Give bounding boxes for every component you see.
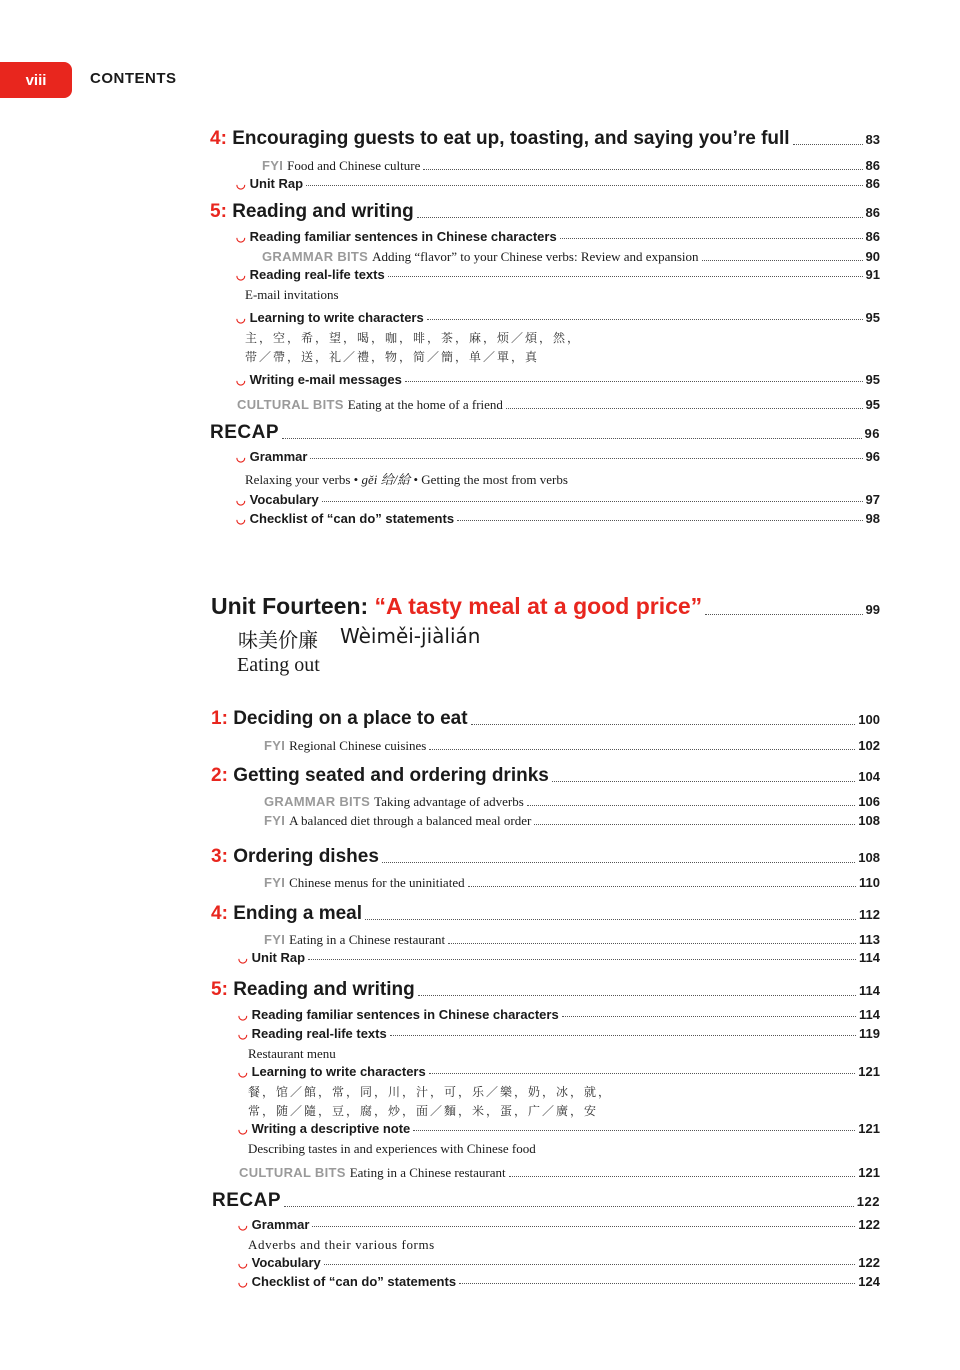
toc-section[interactable]: 4: Ending a meal 112 <box>211 903 880 924</box>
toc-entry[interactable]: ◡ Learning to write characters 95 <box>236 310 880 325</box>
toc-section[interactable]: 5: Reading and writing 114 <box>211 979 880 1000</box>
unit-pinyin-title: Wèiměi-jiàlián <box>340 624 481 648</box>
toc-entry[interactable]: ◡ Reading real-life texts 91 <box>236 267 880 282</box>
bullet-icon: ◡ <box>238 1277 248 1289</box>
toc-entry[interactable]: ◡ Checklist of “can do” statements 98 <box>236 511 880 526</box>
bullet-icon: ◡ <box>236 495 246 507</box>
running-head: CONTENTS <box>90 70 177 87</box>
bullet-icon: ◡ <box>236 375 246 387</box>
character-list: 主，空，希，望，喝，咖，啡，茶，麻，烦／煩，然， <box>245 331 582 345</box>
unit-chinese-title: 味美价廉 <box>238 628 318 652</box>
toc-subtext: Restaurant menu <box>248 1046 336 1061</box>
page-number: viii <box>25 71 47 89</box>
toc-section[interactable]: 3: Ordering dishes 108 <box>211 846 880 867</box>
page-number-tab <box>0 62 72 98</box>
toc-entry[interactable]: ◡ Writing e-mail messages 95 <box>236 372 880 387</box>
toc-entry[interactable]: FYI Regional Chinese cuisines 102 <box>264 738 880 753</box>
bullet-icon: ◡ <box>238 1220 248 1232</box>
toc-entry[interactable]: FYI Eating in a Chinese restaurant 113 <box>264 932 880 947</box>
bullet-icon: ◡ <box>238 1067 248 1079</box>
toc-entry[interactable]: FYI A balanced diet through a balanced meal order 108 <box>264 813 880 828</box>
bullet-icon: ◡ <box>236 452 246 464</box>
toc-entry[interactable]: ◡ Vocabulary 97 <box>236 492 880 507</box>
bullet-icon: ◡ <box>236 313 246 325</box>
bullet-icon: ◡ <box>236 514 246 526</box>
toc-entry[interactable]: ◡ Unit Rap 114 <box>238 950 880 965</box>
bullet-icon: ◡ <box>236 270 246 282</box>
toc-entry[interactable]: GRAMMAR BITS Adding “flavor” to your Chinese verbs: Review and expansion 90 <box>262 249 880 264</box>
toc-entry[interactable]: ◡ Checklist of “can do” statements 124 <box>238 1274 880 1289</box>
bullet-icon: ◡ <box>236 179 246 191</box>
character-list: 常，随／隨，豆，腐，炒，面／麵，米，蛋，广／廣，安 <box>248 1104 599 1118</box>
toc-subtext: Describing tastes in and experiences with Chinese food <box>248 1141 536 1156</box>
toc-entry[interactable]: ◡ Learning to write characters 121 <box>238 1064 880 1079</box>
bullet-icon: ◡ <box>238 1258 248 1270</box>
bullet-icon: ◡ <box>236 232 246 244</box>
toc-entry[interactable]: ◡ Reading real-life texts 119 <box>238 1026 880 1041</box>
toc-entry[interactable]: ◡ Writing a descriptive note 121 <box>238 1121 880 1136</box>
character-list: 餐，馆／館，常，同，川，汁，可，乐／樂，奶，冰，就， <box>248 1085 613 1099</box>
toc-subtext: E-mail invitations <box>245 287 339 302</box>
toc-section[interactable]: RECAP 122 <box>212 1190 880 1211</box>
toc-section[interactable]: 2: Getting seated and ordering drinks 104 <box>211 765 880 786</box>
unit-english-subtitle: Eating out <box>237 654 320 676</box>
toc-entry[interactable]: FYI Food and Chinese culture 86 <box>262 158 880 173</box>
bullet-icon: ◡ <box>238 1010 248 1022</box>
bullet-icon: ◡ <box>238 1029 248 1041</box>
unit-title[interactable]: Unit Fourteen: “A tasty meal at a good price” 99 <box>211 593 880 619</box>
toc-entry[interactable]: FYI Chinese menus for the uninitiated 110 <box>264 875 880 890</box>
character-list: 带／帶，送，礼／禮，物，简／簡，单／單，真 <box>245 350 540 364</box>
toc-subtext: Adverbs and their various forms <box>248 1237 435 1252</box>
bullet-icon: ◡ <box>238 1124 248 1136</box>
toc-entry[interactable]: GRAMMAR BITS Taking advantage of adverbs 106 <box>264 794 880 809</box>
toc-entry[interactable]: ◡ Grammar 122 <box>238 1217 880 1232</box>
bullet-icon: ◡ <box>238 953 248 965</box>
toc-entry[interactable]: ◡ Reading familiar sentences in Chinese characters 86 <box>236 229 880 244</box>
toc-section[interactable]: 5: Reading and writing 86 <box>210 201 880 222</box>
toc-section[interactable]: 4: Encouraging guests to eat up, toasting, and saying you’re full 83 <box>210 128 880 149</box>
toc-entry[interactable]: ◡ Vocabulary 122 <box>238 1255 880 1270</box>
toc-entry[interactable]: CULTURAL BITS Eating at the home of a friend 95 <box>237 397 880 412</box>
toc-subtext: Relaxing your verbs • gěi 给/給 • Getting the most from verbs <box>245 472 568 487</box>
toc-section[interactable]: RECAP 96 <box>210 422 880 443</box>
toc-section[interactable]: 1: Deciding on a place to eat 100 <box>211 708 880 729</box>
toc-entry[interactable]: ◡ Unit Rap 86 <box>236 176 880 191</box>
toc-entry[interactable]: CULTURAL BITS Eating in a Chinese restaurant 121 <box>239 1165 880 1180</box>
toc-entry[interactable]: ◡ Reading familiar sentences in Chinese characters 114 <box>238 1007 880 1022</box>
toc-entry[interactable]: ◡ Grammar 96 <box>236 449 880 464</box>
